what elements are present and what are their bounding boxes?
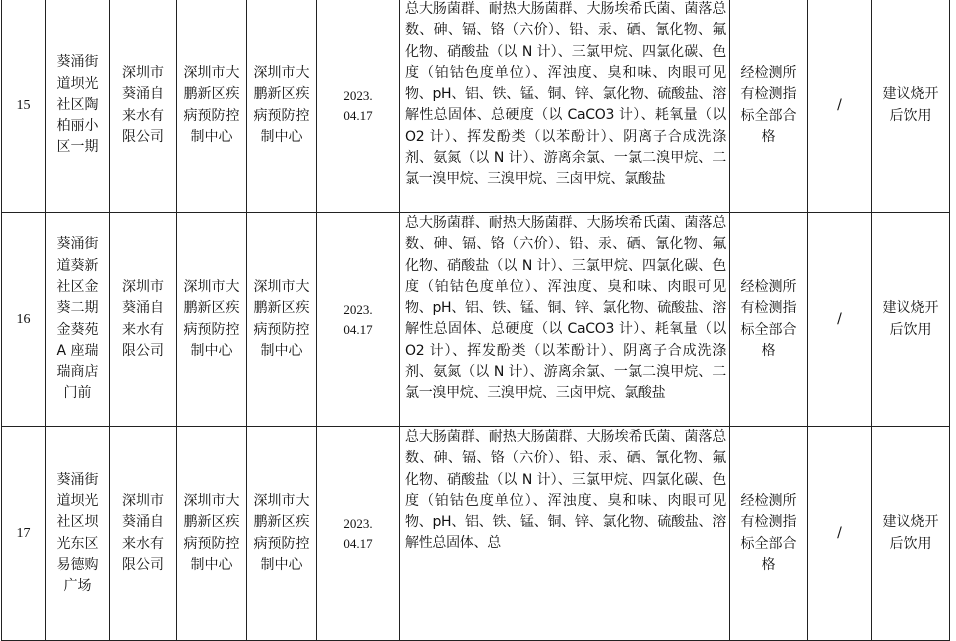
water-test-results-table: [1, 0, 950, 641]
note: /: [808, 213, 872, 427]
sampling-site: 葵涌街道坝光社区陶柏丽小区一期: [46, 0, 110, 213]
sampling-date: 2023. 04.17: [317, 427, 400, 641]
note: /: [808, 427, 872, 641]
table-row: [2, 427, 950, 641]
water-supplier: 深圳市葵涌自来水有限公司: [110, 427, 177, 641]
row-number: 17: [2, 427, 46, 641]
note: /: [808, 0, 872, 213]
row-number: 15: [2, 0, 46, 213]
sampling-agency: 深圳市大鹏新区疾病预防控制中心: [177, 0, 247, 213]
test-result: 经检测所有检测指标全部合格: [730, 427, 808, 641]
advice: 建议烧开后饮用: [872, 427, 950, 641]
water-supplier: 深圳市葵涌自来水有限公司: [110, 213, 177, 427]
test-result: 经检测所有检测指标全部合格: [730, 213, 808, 427]
advice: 建议烧开后饮用: [872, 213, 950, 427]
table-row: [2, 0, 950, 213]
row-number: 16: [2, 213, 46, 427]
testing-agency: 深圳市大鹏新区疾病预防控制中心: [247, 427, 317, 641]
testing-agency: 深圳市大鹏新区疾病预防控制中心: [247, 213, 317, 427]
advice: 建议烧开后饮用: [872, 0, 950, 213]
sampling-site: 葵涌街道葵新社区金葵二期金葵苑 A 座瑞瑞商店门前: [46, 213, 110, 427]
sampling-site: 葵涌街道坝光社区坝光东区易德购广场: [46, 427, 110, 641]
test-items: 总大肠菌群、耐热大肠菌群、大肠埃希氏菌、菌落总数、砷、镉、铬（六价）、铅、汞、硒、氰化物、氟化物、硝酸盐（以 N 计）、三氯甲烷、四氯化碳、色度（铂钴色度单位）、浑浊度、臭和味、肉眼可见物、pH、铝、铁、锰、铜、锌、氯化物、硫酸盐、溶解性总固体、总硬度（以 CaCO3 计）、耗氧量（以 O2 计）、挥发酚类（以苯酚计）、阴离子合成洗涤剂、氨氮（以 N 计）、游离余氯、一氯二溴甲烷、二氯一溴甲烷、三溴甲烷、三卤甲烷、氯酸盐: [400, 0, 730, 213]
test-result: 经检测所有检测指标全部合格: [730, 0, 808, 213]
test-items: 总大肠菌群、耐热大肠菌群、大肠埃希氏菌、菌落总数、砷、镉、铬（六价）、铅、汞、硒、氰化物、氟化物、硝酸盐（以 N 计）、三氯甲烷、四氯化碳、色度（铂钴色度单位）、浑浊度、臭和味、肉眼可见物、pH、铝、铁、锰、铜、锌、氯化物、硫酸盐、溶解性总固体、总: [400, 427, 730, 641]
test-items: 总大肠菌群、耐热大肠菌群、大肠埃希氏菌、菌落总数、砷、镉、铬（六价）、铅、汞、硒、氰化物、氟化物、硝酸盐（以 N 计）、三氯甲烷、四氯化碳、色度（铂钴色度单位）、浑浊度、臭和味、肉眼可见物、pH、铝、铁、锰、铜、锌、氯化物、硫酸盐、溶解性总固体、总硬度（以 CaCO3 计）、耗氧量（以 O2 计）、挥发酚类（以苯酚计）、阴离子合成洗涤剂、氨氮（以 N 计）、游离余氯、一氯二溴甲烷、二氯一溴甲烷、三溴甲烷、三卤甲烷、氯酸盐: [400, 213, 730, 427]
water-supplier: 深圳市葵涌自来水有限公司: [110, 0, 177, 213]
table-row: [2, 213, 950, 427]
sampling-date: 2023. 04.17: [317, 213, 400, 427]
sampling-agency: 深圳市大鹏新区疾病预防控制中心: [177, 427, 247, 641]
sampling-date: 2023. 04.17: [317, 0, 400, 213]
sampling-agency: 深圳市大鹏新区疾病预防控制中心: [177, 213, 247, 427]
testing-agency: 深圳市大鹏新区疾病预防控制中心: [247, 0, 317, 213]
